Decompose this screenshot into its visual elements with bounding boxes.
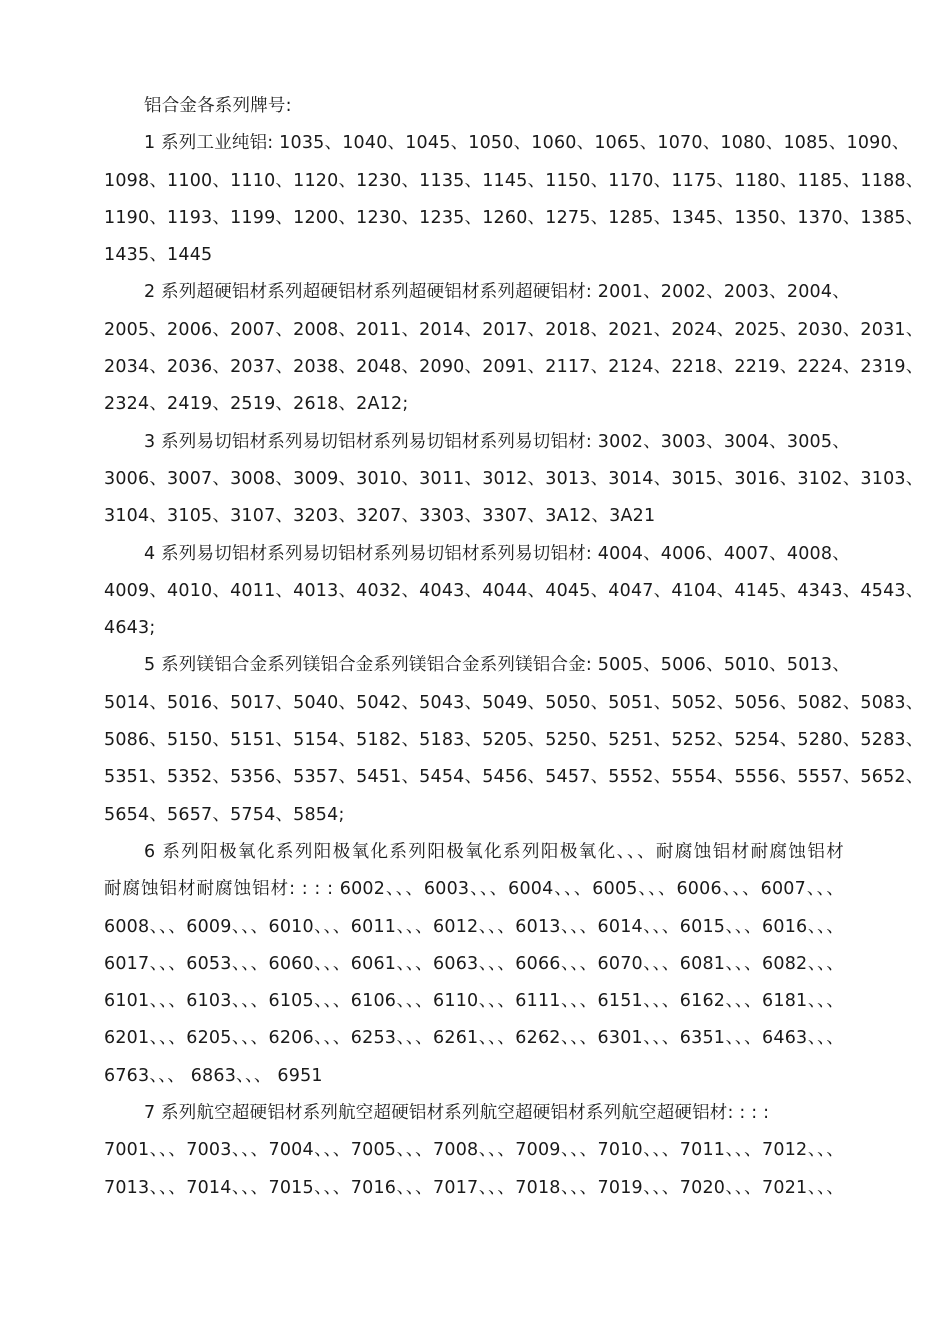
text-line: 耐腐蚀铝材耐腐蚀铝材: : : : 6002、、、6003、、、6004、、、6005、、、6006、、、6007、、、 bbox=[104, 879, 844, 900]
text-line: 6101、、、6103、、、6105、、、6106、、、6110、、、6111、、、6151、、、6162、、、6181、、、 bbox=[104, 991, 844, 1012]
text-line: 2034、2036、2037、2038、2048、2090、2091、2117、2124、2218、2219、2224、2319、 bbox=[104, 357, 924, 378]
text-line: 5 系列镁铝合金系列镁铝合金系列镁铝合金系列镁铝合金: 5005、5006、5010、5013、 bbox=[144, 655, 850, 676]
text-line: 6017、、、6053、、、6060、、、6061、、、6063、、、6066、、、6070、、、6081、、、6082、、、 bbox=[104, 953, 844, 974]
text-line: 6 系列阳极氧化系列阳极氧化系列阳极氧化系列阳极氧化、、、耐腐蚀铝材耐腐蚀铝材 bbox=[144, 841, 844, 862]
text-line: 3006、3007、3008、3009、3010、3011、3012、3013、3014、3015、3016、3102、3103、 bbox=[104, 468, 924, 489]
text-line: 3104、3105、3107、3203、3207、3303、3307、3A12、3A21 bbox=[104, 506, 656, 527]
text-line: 1098、1100、1110、1120、1230、1135、1145、1150、1170、1175、1180、1185、1188、 bbox=[104, 170, 924, 191]
text-line: 4009、4010、4011、4013、4032、4043、4044、4045、4047、4104、4145、4343、4543、 bbox=[104, 580, 924, 601]
text-line: 1190、1193、1199、1200、1230、1235、1260、1275、1285、1345、1350、1370、1385、 bbox=[104, 207, 924, 228]
text-line: 2 系列超硬铝材系列超硬铝材系列超硬铝材系列超硬铝材: 2001、2002、2003、2004、 bbox=[144, 282, 850, 303]
text-line: 6008、、、6009、、、6010、、、6011、、、6012、、、6013、、、6014、、、6015、、、6016、、、 bbox=[104, 916, 844, 937]
text-line: 7 系列航空超硬铝材系列航空超硬铝材系列航空超硬铝材系列航空超硬铝材: : : : bbox=[144, 1103, 770, 1124]
text-line: 1 系列工业纯铝: 1035、1040、1045、1050、1060、1065、1070、1080、1085、1090、 bbox=[144, 133, 910, 154]
document-page bbox=[104, 88, 924, 1207]
text-line: 5351、5352、5356、5357、5451、5454、5456、5457、5552、5554、5556、5557、5652、 bbox=[104, 767, 924, 788]
text-line: 5654、5657、5754、5854; bbox=[104, 804, 345, 825]
text-line: 4 系列易切铝材系列易切铝材系列易切铝材系列易切铝材: 4004、4006、4007、4008、 bbox=[144, 543, 850, 564]
text-line: 4643; bbox=[104, 618, 156, 639]
text-line: 1435、1445 bbox=[104, 245, 213, 266]
text-line: 5086、5150、5151、5154、5182、5183、5205、5250、5251、5252、5254、5280、5283、 bbox=[104, 730, 924, 751]
text-line: 2005、2006、2007、2008、2011、2014、2017、2018、2021、2024、2025、2030、2031、 bbox=[104, 319, 924, 340]
text-line: 6201、、、6205、、、6206、、、6253、、、6261、、、6262、、、6301、、、6351、、、6463、、、 bbox=[104, 1028, 844, 1049]
text-line: 7013、、、7014、、、7015、、、7016、、、7017、、、7018、、、7019、、、7020、、、7021、、、 bbox=[104, 1177, 844, 1198]
text-line: 7001、、、7003、、、7004、、、7005、、、7008、、、7009、、、7010、、、7011、、、7012、、、 bbox=[104, 1140, 844, 1161]
text-line: 5014、5016、5017、5040、5042、5043、5049、5050、5051、5052、5056、5082、5083、 bbox=[104, 692, 924, 713]
text-line: 铝合金各系列牌号: bbox=[144, 96, 292, 116]
text-line: 6763、、、 6863、、、 6951 bbox=[104, 1065, 323, 1086]
text-line: 2324、2419、2519、2618、2A12; bbox=[104, 394, 409, 415]
text-line: 3 系列易切铝材系列易切铝材系列易切铝材系列易切铝材: 3002、3003、3004、3005、 bbox=[144, 431, 850, 452]
